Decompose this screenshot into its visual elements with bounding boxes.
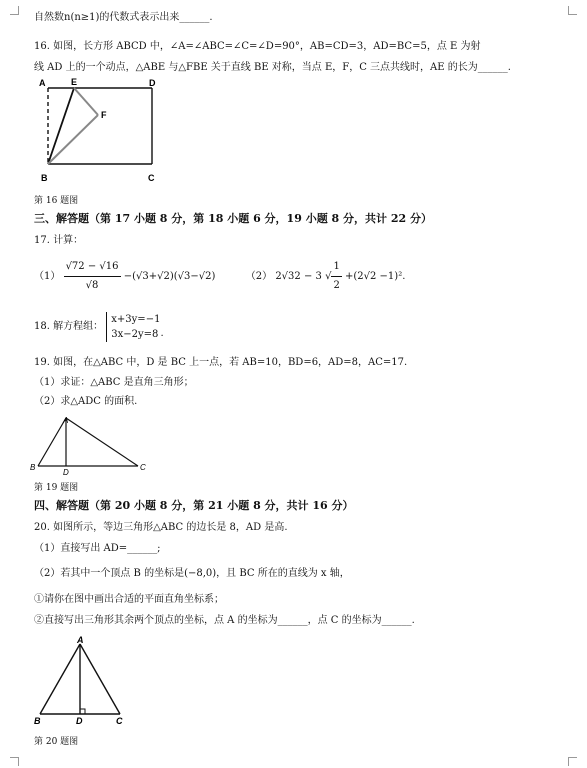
q16-segment-ef	[74, 88, 98, 115]
q19-label-a: A	[63, 416, 69, 425]
q20-label-b: B	[34, 716, 41, 726]
q17-part2-fraction	[331, 258, 341, 295]
q17-part2-label: （2）	[245, 271, 273, 282]
q18-line: 18. 解方程组： x+3y=−1 3x−2y=8 .	[34, 314, 164, 340]
q17-formulas: （1） $\frac{√72 - √16}{√8}$ −(√3+√2)(√3−√2) （2） 2√32 − 3 √ $\frac{1}{2}$ +(2√2 −1)².	[34, 258, 405, 295]
q17-intro: 17. 计算：	[34, 235, 84, 246]
q19-text-line1: 19. 如图，在△ABC 中，D 是 BC 上一点，若 AB=10，BD=6，AD=8，AC=17.	[34, 357, 408, 368]
q16-text-line1: 16. 如图，长方形 ABCD 中，∠A=∠ABC=∠C=∠D=90°，AB=CD=3，AD=BC=5，点 E 为射	[34, 41, 481, 52]
q20-part2: （2）若其中一个顶点 B 的坐标是(−8,0)，且 BC 所在的直线为 x 轴，	[34, 568, 350, 579]
q17-part1-label: （1）	[34, 271, 61, 282]
q19-segment-ac	[66, 418, 138, 466]
q20-label-d: D	[76, 716, 83, 726]
q20-part1: （1）直接写出 AD=______;	[34, 543, 161, 554]
section-4-heading: 四、解答题（第 20 小题 8 分，第 21 小题 8 分，共计 16 分）	[34, 499, 354, 512]
q19-part1: （1）求证：△ABC 是直角三角形；	[34, 377, 194, 388]
page-corner-mark	[568, 6, 577, 15]
q16-label-e: E	[71, 77, 78, 87]
q16-label-b: B	[41, 173, 48, 183]
page-corner-mark	[10, 757, 19, 766]
q20-triangle-figure	[30, 636, 140, 728]
q20-label-a: A	[77, 636, 84, 645]
q19-label-d: D	[63, 468, 69, 476]
q17-part2-numerator: 1	[331, 258, 341, 277]
q20-segment-ac	[80, 644, 120, 714]
q18-intro: 18. 解方程组：	[34, 321, 104, 332]
q16-text-line2: 线 AD 上的一个动点，△ABE 与△FBE 关于直线 BE 对称，当点 E，F，C 三点共线时，AE 的长为______.	[34, 62, 511, 73]
q18-equation-1: x+3y=−1	[111, 314, 161, 325]
q17-part1-numerator: √72 − √16	[64, 258, 121, 277]
q20-subpart1: ①请你在图中画出合适的平面直角坐标系；	[34, 594, 224, 605]
q19-label-b: B	[30, 463, 36, 472]
q17-part1-denominator: √8	[85, 280, 99, 291]
q16-label-f: F	[101, 110, 107, 120]
q20-segment-ab	[40, 644, 80, 714]
q16-label-c: C	[148, 173, 155, 183]
q17-part2-denominator: 2	[333, 280, 340, 291]
page-corner-mark	[10, 6, 19, 15]
q20-text-line1: 20. 如图所示，等边三角形△ABC 的边长是 8，AD 是高.	[34, 522, 288, 533]
previous-question-tail: 自然数n(n≥1)的代数式表示出来______.	[34, 12, 213, 23]
q16-figure-caption: 第 16 题图	[34, 196, 79, 206]
q17-part1-fraction	[64, 258, 121, 295]
q18-equation-system	[106, 312, 160, 342]
q19-part2: （2）求△ADC 的面积.	[34, 396, 138, 407]
q17-part1-rest: −(√3+√2)(√3−√2)	[123, 271, 216, 282]
q20-figure-caption: 第 20 题图	[34, 737, 79, 747]
q20-subpart2: ②直接写出三角形其余两个顶点的坐标，点 A 的坐标为______，点 C 的坐标为______.	[34, 615, 415, 626]
q20-right-angle-mark	[80, 709, 85, 714]
q19-triangle-figure	[30, 414, 155, 476]
q19-segment-ab	[38, 416, 69, 466]
q16-label-a: A	[39, 78, 46, 88]
q17-part2-a: 2√32 − 3	[275, 271, 322, 282]
q18-equation-2: 3x−2y=8	[111, 329, 159, 340]
q19-figure-caption: 第 19 题图	[34, 483, 79, 493]
page-corner-mark	[568, 757, 577, 766]
q19-label-c: C	[140, 463, 146, 472]
q17-part2-b: +(2√2 −1)².	[345, 271, 406, 282]
q16-rectangle-figure	[36, 76, 166, 188]
q20-label-c: C	[116, 716, 123, 726]
q16-label-d: D	[149, 78, 156, 88]
section-3-heading: 三、解答题（第 17 小题 8 分，第 18 小题 6 分，19 小题 8 分，共计 22 分）	[34, 212, 432, 225]
